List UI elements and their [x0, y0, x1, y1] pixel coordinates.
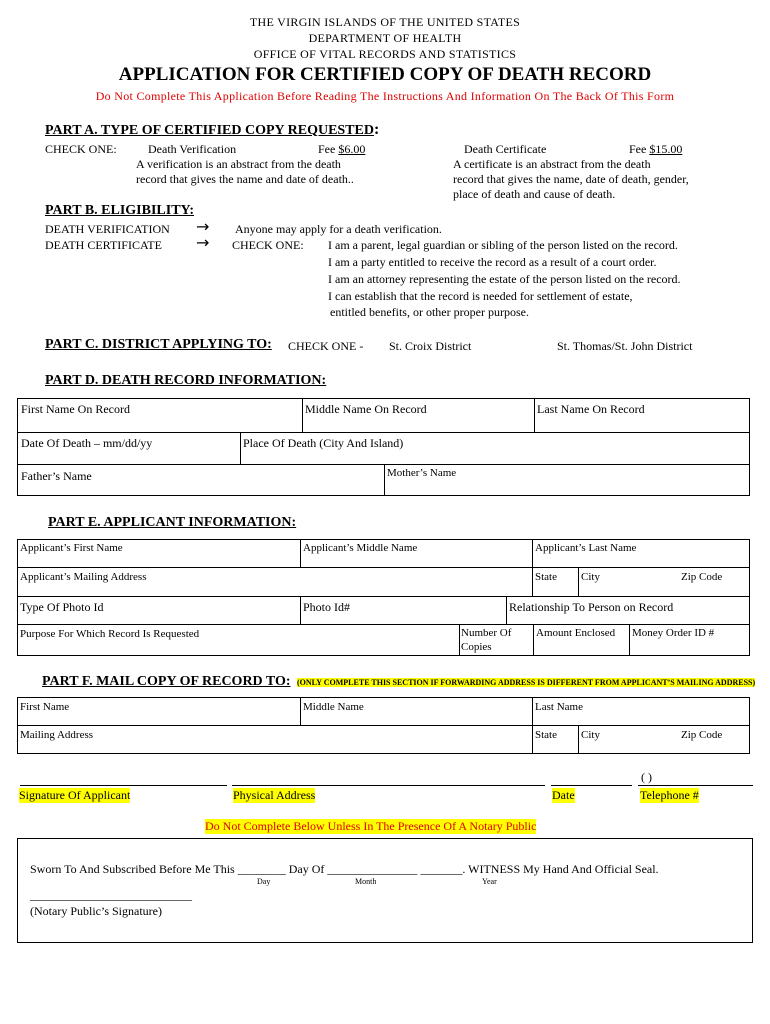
signature-label: Signature Of Applicant — [19, 788, 131, 802]
date-line[interactable] — [551, 785, 632, 786]
telephone-area-code: ( ) — [641, 770, 652, 784]
col-divider — [534, 398, 535, 432]
place-of-death-field[interactable]: Place Of Death (City And Island) — [243, 436, 404, 450]
applicant-mailing-address-field[interactable]: Applicant’s Mailing Address — [20, 571, 147, 583]
relationship-field[interactable]: Relationship To Person on Record — [509, 600, 674, 614]
row-divider — [17, 596, 750, 597]
mail-address-field[interactable]: Mailing Address — [20, 729, 94, 741]
district-check-one: CHECK ONE - — [288, 339, 364, 353]
photo-id-type-field[interactable]: Type Of Photo Id — [20, 600, 104, 614]
part-a-check-one: CHECK ONE: — [45, 142, 117, 156]
arrow-right-icon: → — [196, 233, 210, 252]
applicant-city-field[interactable]: City — [581, 571, 600, 583]
notary-signature-label: (Notary Public’s Signature) — [30, 904, 162, 918]
signature-line[interactable] — [20, 785, 227, 786]
eligibility-death-verification: DEATH VERIFICATION — [45, 222, 170, 236]
mail-state-field[interactable]: State — [535, 729, 557, 741]
notary-month-label: Month — [355, 877, 377, 886]
notary-warning: Do Not Complete Below Unless In The Presence Of A Notary Public — [205, 819, 537, 833]
col-divider — [300, 596, 301, 624]
verification-fee-label: Fee — [318, 142, 339, 156]
part-e-heading: PART E. APPLICANT INFORMATION: — [48, 515, 297, 530]
applicant-middle-name-field[interactable]: Applicant’s Middle Name — [303, 542, 418, 554]
part-a-heading: PART A. TYPE OF CERTIFIED COPY REQUESTED — [45, 123, 374, 138]
col-divider — [506, 596, 507, 624]
col-divider — [302, 398, 303, 432]
eligibility-option-court-order[interactable]: I am a party entitled to receive the record as a result of a court order. — [328, 255, 657, 269]
eligibility-option-parent[interactable]: I am a parent, legal guardian or sibling of the person listed on the record. — [328, 238, 678, 252]
verification-fee — [318, 142, 365, 157]
col-divider — [533, 624, 534, 656]
part-d-heading: PART D. DEATH RECORD INFORMATION: — [45, 373, 327, 388]
eligibility-option-estate-cont: entitled benefits, or other proper purpose. — [330, 305, 529, 319]
col-divider — [578, 725, 579, 754]
col-divider — [384, 464, 385, 496]
instructions-warning: Do Not Complete This Application Before Reading The Instructions And Information On The Back Of This Form — [95, 89, 675, 103]
fathers-name-field[interactable]: Father’s Name — [21, 469, 92, 483]
applicant-first-name-field[interactable]: Applicant’s First Name — [20, 542, 123, 554]
col-divider — [300, 539, 301, 567]
col-divider — [532, 567, 533, 596]
district-option-st-thomas[interactable]: St. Thomas/St. John District — [557, 339, 693, 353]
col-divider — [532, 697, 533, 725]
notary-year-label: Year — [482, 877, 497, 886]
part-f-note: (ONLY COMPLETE THIS SECTION IF FORWARDING ADDRESS IS DIFFERENT FROM APPLICANT’S MAILING ADDRESS) — [297, 678, 756, 687]
district-option-st-croix[interactable]: St. Croix District — [389, 339, 472, 353]
arrow-right-icon: → — [196, 217, 210, 236]
certificate-fee-amount: $15.00 — [649, 142, 683, 156]
col-divider — [532, 539, 533, 567]
certificate-description-3: place of death and cause of death. — [453, 187, 616, 201]
mail-zip-field[interactable]: Zip Code — [681, 729, 723, 741]
decedent-middle-name-field[interactable]: Middle Name On Record — [305, 402, 427, 416]
col-divider — [240, 432, 241, 464]
amount-enclosed-field[interactable]: Amount Enclosed — [536, 627, 616, 639]
photo-id-number-field[interactable]: Photo Id# — [303, 600, 351, 614]
eligibility-death-certificate: DEATH CERTIFICATE — [45, 238, 162, 252]
col-divider — [532, 725, 533, 754]
part-c-heading: PART C. DISTRICT APPLYING TO: — [45, 337, 272, 352]
telephone-label: Telephone # — [640, 788, 699, 802]
death-verification-option[interactable]: Death Verification — [148, 142, 237, 156]
notary-signature-line[interactable]: ___________________________ — [30, 888, 192, 902]
certificate-fee — [629, 142, 682, 157]
money-order-id-field[interactable]: Money Order ID # — [632, 627, 715, 639]
row-divider — [17, 725, 750, 726]
date-label: Date — [552, 788, 575, 802]
mail-city-field[interactable]: City — [581, 729, 600, 741]
col-divider — [459, 624, 460, 656]
date-of-death-field[interactable]: Date Of Death – mm/dd/yy — [21, 436, 153, 450]
row-divider — [17, 432, 750, 433]
applicant-last-name-field[interactable]: Applicant’s Last Name — [535, 542, 637, 554]
purpose-field[interactable]: Purpose For Which Record Is Requested — [20, 628, 200, 640]
part-a-colon: : — [373, 121, 380, 138]
decedent-last-name-field[interactable]: Last Name On Record — [537, 402, 645, 416]
mothers-name-field[interactable]: Mother’s Name — [387, 467, 457, 479]
verification-description-2: record that gives the name and date of death.. — [136, 172, 354, 186]
part-a-heading-wrap — [45, 121, 379, 139]
eligibility-option-estate[interactable]: I can establish that the record is needed for settlement of estate, — [328, 289, 633, 303]
eligibility-anyone: Anyone may apply for a death verification. — [235, 222, 442, 236]
part-b-heading: PART B. ELIGIBILITY: — [45, 203, 195, 218]
decedent-first-name-field[interactable]: First Name On Record — [21, 402, 130, 416]
applicant-zip-field[interactable]: Zip Code — [681, 571, 723, 583]
row-divider — [17, 567, 750, 568]
notary-sworn-statement: Sworn To And Subscribed Before Me This ________ Day Of _______________ _______. WITNESS My Hand And Official Seal. — [30, 862, 659, 876]
telephone-line[interactable] — [638, 785, 753, 786]
notary-day-label: Day — [257, 877, 271, 886]
header-office-line: OFFICE OF VITAL RECORDS AND STATISTICS — [253, 47, 517, 61]
eligibility-option-attorney[interactable]: I am an attorney representing the estate of the person listed on the record. — [328, 272, 681, 286]
part-f-heading: PART F. MAIL COPY OF RECORD TO: — [42, 674, 291, 689]
verification-fee-amount: $6.00 — [338, 142, 366, 156]
mail-middle-name-field[interactable]: Middle Name — [303, 701, 364, 713]
verification-description-1: A verification is an abstract from the death — [136, 157, 341, 171]
row-divider — [17, 624, 750, 625]
physical-address-label: Physical Address — [233, 788, 316, 802]
form-title: APPLICATION FOR CERTIFIED COPY OF DEATH RECORD — [118, 64, 652, 85]
eligibility-check-one: CHECK ONE: — [232, 238, 304, 252]
header-agency-line: THE VIRGIN ISLANDS OF THE UNITED STATES — [249, 15, 521, 29]
physical-address-line[interactable] — [232, 785, 545, 786]
certificate-description-1: A certificate is an abstract from the death — [453, 157, 651, 171]
col-divider — [300, 697, 301, 725]
col-divider — [578, 567, 579, 596]
col-divider — [629, 624, 630, 656]
mail-last-name-field[interactable]: Last Name — [535, 701, 583, 713]
mail-first-name-field[interactable]: First Name — [20, 701, 70, 713]
certificate-fee-label: Fee — [629, 142, 650, 156]
header-department-line: DEPARTMENT OF HEALTH — [308, 31, 462, 45]
certificate-description-2: record that gives the name, date of death, gender, — [453, 172, 689, 186]
number-of-copies-field[interactable]: Number Of — [461, 627, 512, 639]
number-of-copies-label-2: Copies — [461, 641, 492, 653]
death-certificate-option[interactable]: Death Certificate — [464, 142, 547, 156]
applicant-state-field[interactable]: State — [535, 571, 557, 583]
